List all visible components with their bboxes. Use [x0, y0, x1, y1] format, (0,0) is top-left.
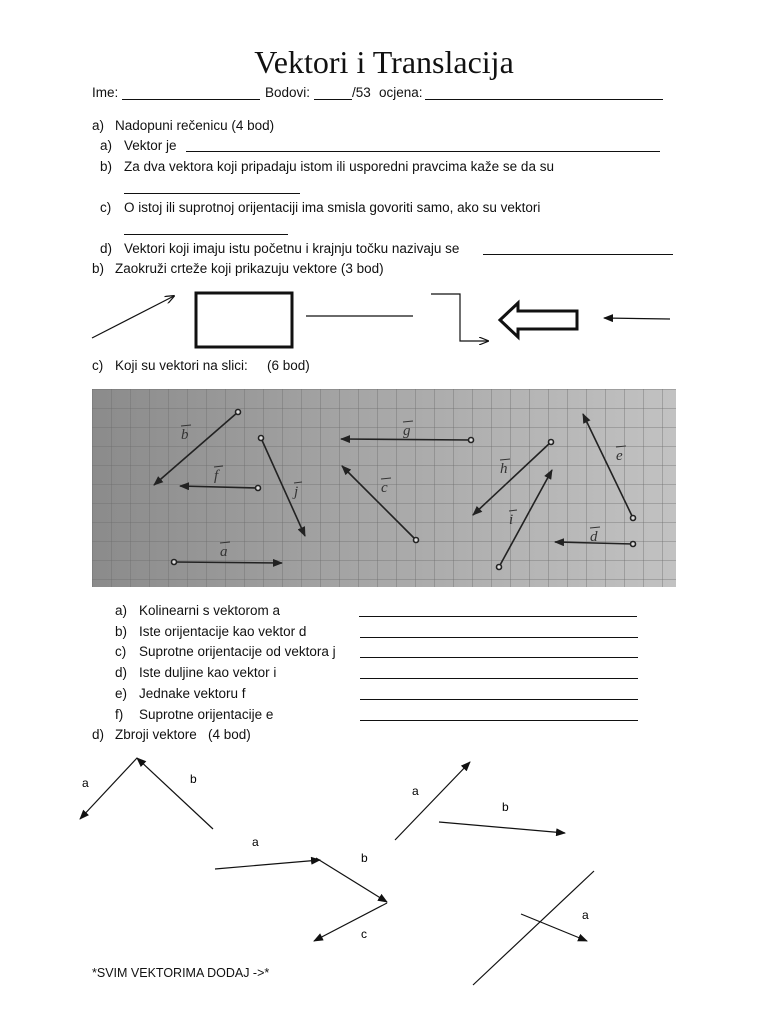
- name-label: Ime:: [92, 85, 119, 100]
- page-title: Vektori i Translacija: [254, 44, 514, 80]
- section-a-marker: a): [92, 118, 105, 133]
- vector-label: f: [214, 468, 219, 484]
- section-c-item-text: Iste duljine kao vektor i: [139, 665, 277, 680]
- section-c-item-marker: f): [115, 707, 124, 722]
- section-c-item-text: Jednake vektoru f: [139, 686, 246, 701]
- section-b-marker: b): [92, 261, 105, 276]
- section-c-item-text: Kolinearni s vektorom a: [139, 603, 281, 618]
- sum3-vector-b: [316, 858, 387, 902]
- section-c-item-marker: e): [115, 686, 128, 701]
- vector-label: g: [403, 423, 411, 439]
- section-d-points: (4 bod): [208, 727, 251, 742]
- section-c-item-marker: d): [115, 665, 128, 680]
- label-b: b: [190, 772, 197, 786]
- section-c-item-text: Suprotne orijentacije e: [139, 707, 274, 722]
- section-c-item-marker: b): [115, 624, 128, 639]
- vector-label: h: [500, 461, 508, 477]
- vector-label: a: [220, 544, 228, 560]
- section-c-item-marker: a): [115, 603, 128, 618]
- sum4-line: [473, 871, 594, 985]
- section-d-heading: Zbroji vektore: [115, 727, 197, 742]
- label-a: a: [82, 776, 89, 790]
- vector-label: j: [294, 484, 299, 500]
- vector-label: b: [181, 427, 189, 443]
- section-a-item-text: O istoj ili suprotnoj orijentaciji ima smisla govoriti samo, ako su vektori: [124, 200, 541, 215]
- sum3-vector-a: [215, 860, 320, 869]
- sum2-vector-a: [395, 762, 470, 840]
- section-c-points: (6 bod): [267, 358, 310, 373]
- section-a-item-marker: c): [100, 200, 112, 215]
- section-a-item-marker: d): [100, 241, 113, 256]
- section-a-item-marker: a): [100, 138, 113, 153]
- label-a: a: [412, 784, 419, 798]
- section-a-item-text: Vektori koji imaju istu početnu i krajnju točku nazivaju se: [124, 241, 460, 256]
- footer-note: *SVIM VEKTORIMA DODAJ ->*: [92, 966, 270, 980]
- section-d-marker: d): [92, 727, 105, 742]
- vector-label: d: [590, 529, 598, 545]
- sum4-vector-a: [521, 914, 587, 941]
- label-a: a: [582, 908, 589, 922]
- section-c-heading: Koji su vektori na slici:: [115, 358, 248, 373]
- section-c-marker: c): [92, 358, 104, 373]
- section-c-item-marker: c): [115, 644, 127, 659]
- section-a-heading: Nadopuni rečenicu (4 bod): [115, 118, 275, 133]
- label-b: b: [361, 851, 368, 865]
- vector-label: i: [509, 512, 514, 528]
- points-label: Bodovi:: [265, 85, 311, 100]
- section-a-item-marker: b): [100, 159, 113, 174]
- vector-label: c: [381, 480, 388, 496]
- grade-label: ocjena:: [379, 85, 423, 100]
- label-b: b: [502, 800, 509, 814]
- label-a: a: [252, 835, 259, 849]
- points-total: /53: [352, 85, 371, 100]
- sum1-vector-b: [137, 758, 213, 829]
- section-a-item-text: Vektor je: [124, 138, 177, 153]
- sum3-vector-c: [314, 903, 387, 941]
- vector-label: e: [616, 448, 623, 464]
- section-c-item-text: Iste orijentacije kao vektor d: [139, 624, 307, 639]
- label-c: c: [361, 927, 367, 941]
- sum2-vector-b: [439, 822, 565, 833]
- section-b-heading: Zaokruži crteže koji prikazuju vektore (3 bod): [115, 261, 384, 276]
- section-a-item-text: Za dva vektora koji pripadaju istom ili usporedni pravcima kaže se da su: [124, 159, 554, 174]
- section-c-item-text: Suprotne orijentacije od vektora j: [139, 644, 336, 659]
